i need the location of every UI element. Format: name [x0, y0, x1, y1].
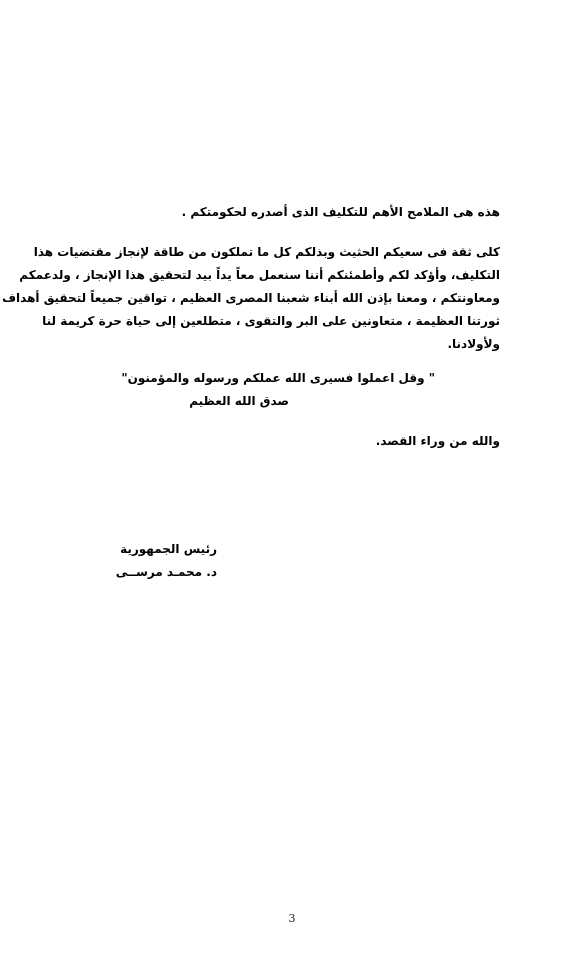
quote-line: " وقل اعملوا فسيرى الله عملكم ورسوله والمؤمنون" [121, 371, 435, 385]
paragraph-line: ولأولادنا. [447, 337, 500, 351]
paragraph-line: كلى ثقة فى سعيكم الحثيث وبذلكم كل ما تملكون من طاقة لإنجاز مقتضيات هذا [33, 245, 500, 259]
paragraph-line: التكليف، وأؤكد لكم وأطمئنكم أننا سنعمل معاً يداً بيد لتحقيق هذا الإنجاز ، ولدعمكم [19, 268, 500, 282]
quote-attribution: صدق الله العظيم [189, 394, 289, 408]
paragraph-line: ومعاونتكم ، ومعنا بإذن الله أبناء شعبنا المصرى العظيم ، تواقين جميعاً لتحقيق أهداف [2, 291, 500, 305]
paragraph-line: ثورتنا العظيمة ، متعاونين على البر والتقوى ، متطلعين إلى حياة حرة كريمة لنا [42, 314, 500, 328]
intro-line: هذه هى الملامح الأهم للتكليف الذى أصدره لحكومتكم . [181, 205, 500, 219]
closing-line: والله من وراء القصد. [375, 434, 500, 448]
signature-name: د. محمـد مرســى [115, 565, 217, 579]
body-paragraph [2, 241, 500, 356]
page-number: 3 [288, 912, 296, 925]
signature-title: رئيس الجمهورية [120, 542, 217, 556]
